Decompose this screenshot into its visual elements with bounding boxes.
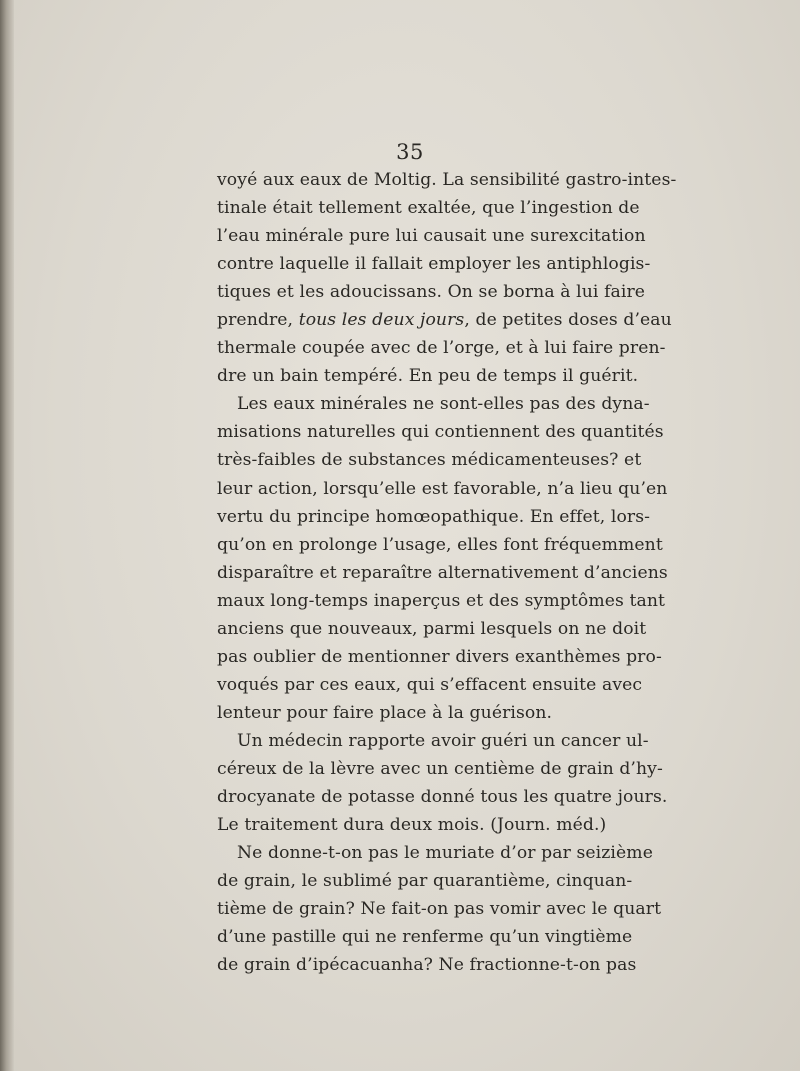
body-text: [217, 166, 677, 979]
text-line: céreux de la lèvre avec un centième de grain d’hy-: [217, 758, 663, 779]
text-line: [217, 306, 672, 334]
text-line: Ne donne-t-on pas le muriate d’or par seizième: [237, 843, 653, 864]
text-line: thermale coupée avec de l’orge, et à lui faire pren-: [217, 338, 666, 359]
text-line: disparaître et reparaître alternativement d’anciens: [217, 562, 668, 583]
text-line: Un médecin rapporte avoir guéri un cancer ul-: [237, 730, 649, 751]
text-line: de grain d’ipécacuanha? Ne fractionne-t-on pas: [217, 955, 637, 976]
italic-segment: tous les deux jours: [298, 310, 465, 331]
text-segment: prendre,: [217, 310, 299, 331]
text-line: leur action, lorsqu’elle est favorable, n’a lieu qu’en: [217, 478, 668, 499]
text-line: voqués par ces eaux, qui s’effacent ensuite avec: [217, 674, 643, 695]
page-number: 35: [396, 140, 424, 164]
text-line: tiques et les adoucissans. On se borna à lui faire: [217, 282, 646, 303]
text-line: voyé aux eaux de Moltig. La sensibilité gastro-intes-: [217, 170, 677, 190]
text-line: très-faibles de substances médicamenteuses? et: [217, 450, 642, 471]
text-line: anciens que nouveaux, parmi lesquels on ne doit: [217, 618, 647, 639]
text-line: tinale était tellement exaltée, que l’ingestion de: [217, 198, 640, 219]
text-line: de grain, le sublimé par quarantième, cinquan-: [217, 871, 633, 892]
text-line: misations naturelles qui contiennent des quantités: [217, 422, 664, 443]
text-line: Les eaux minérales ne sont-elles pas des dyna-: [237, 394, 650, 415]
text-line: drocyanate de potasse donné tous les quatre jours.: [217, 787, 668, 808]
text-line: lenteur pour faire place à la guérison.: [217, 702, 553, 723]
text-line: pas oublier de mentionner divers exanthèmes pro-: [217, 646, 662, 667]
text-line: qu’on en prolonge l’usage, elles font fréquemment: [217, 534, 663, 555]
text-line: tième de grain? Ne fait-on pas vomir avec le quart: [217, 899, 662, 920]
text-line: Le traitement dura deux mois. (Journ. méd.): [217, 815, 607, 836]
book-binding-edge: [0, 0, 14, 1071]
text-segment: , de petites doses d’eau: [464, 310, 672, 331]
text-line: maux long-temps inaperçus et des symptômes tant: [217, 590, 666, 611]
text-line: contre laquelle il fallait employer les antiphlogis-: [217, 254, 651, 275]
text-line: vertu du principe homœopathique. En effet, lors-: [217, 506, 651, 527]
text-line: d’une pastille qui ne renferme qu’un vingtième: [217, 927, 633, 948]
text-line: l’eau minérale pure lui causait une surexcitation: [217, 226, 646, 247]
text-line: dre un bain tempéré. En peu de temps il guérit.: [217, 366, 639, 387]
